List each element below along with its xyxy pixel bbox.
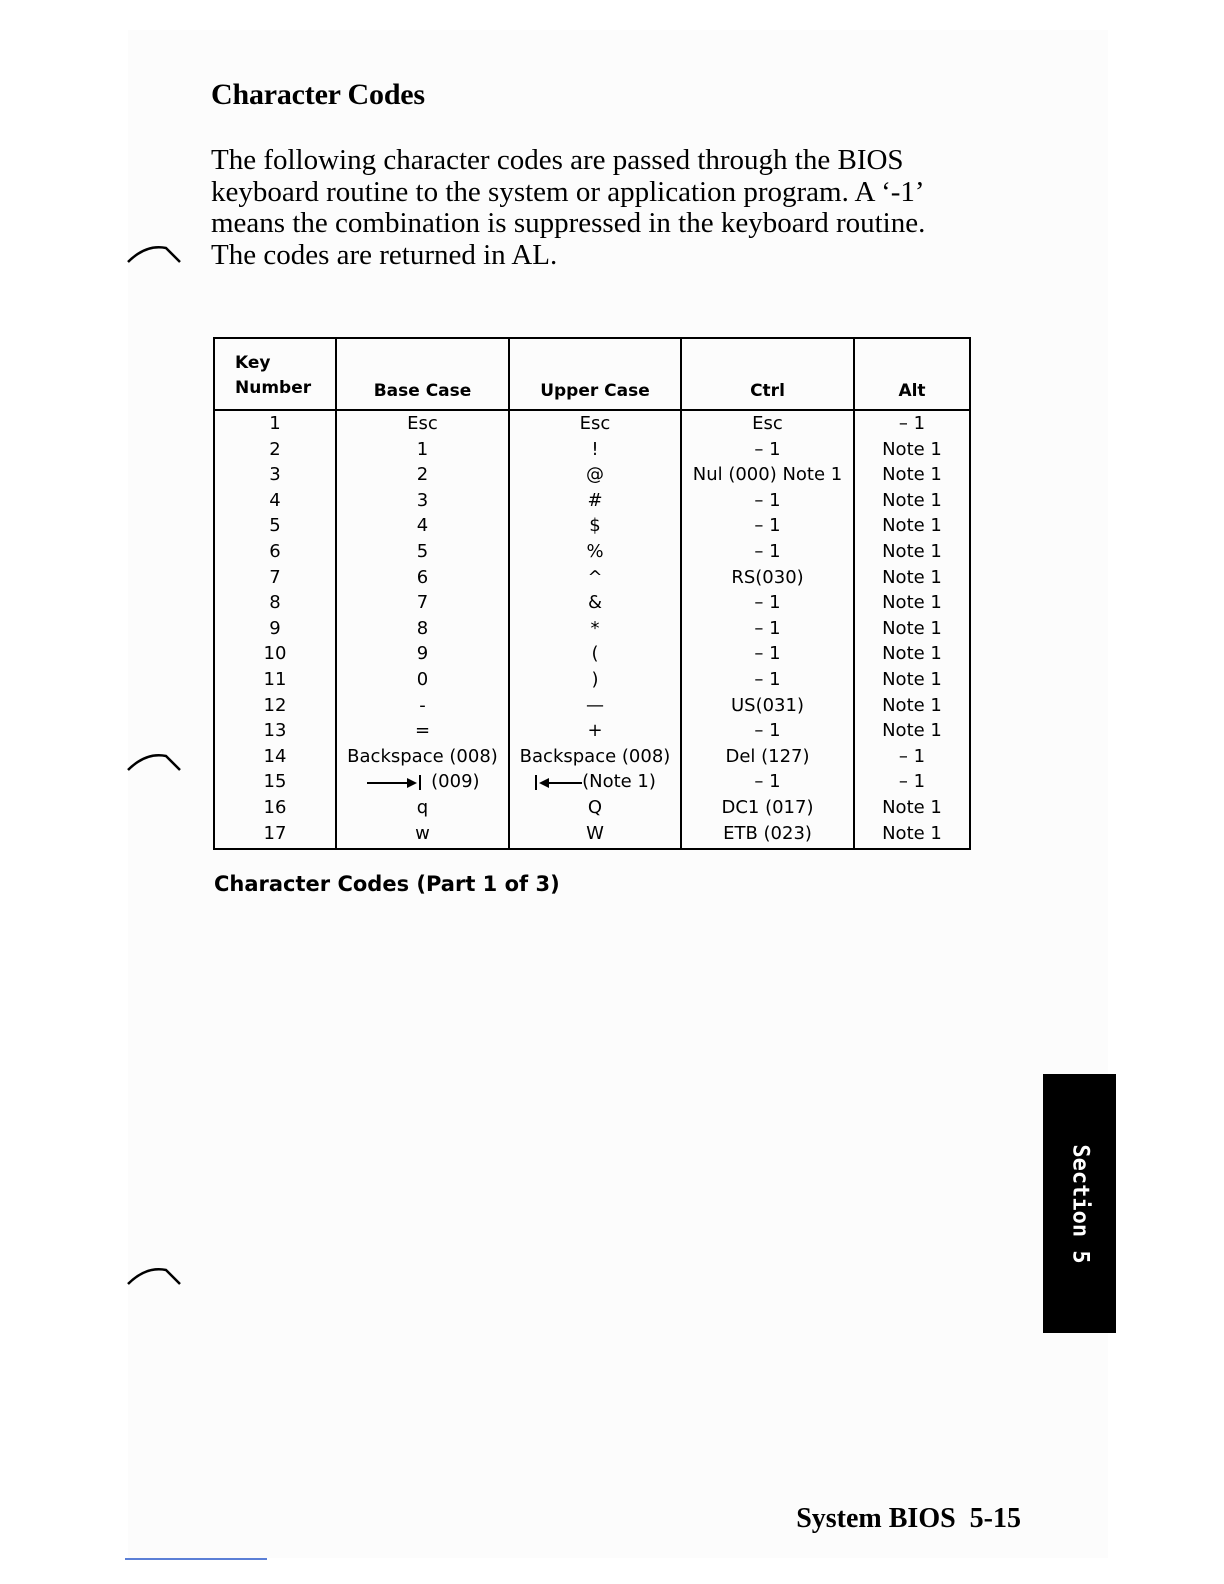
cell-alt: Note 1	[854, 488, 970, 514]
cell-alt: Note 1	[854, 590, 970, 616]
table-row	[214, 590, 970, 616]
cell-key: 9	[214, 616, 336, 642]
cell-upper: —	[509, 693, 681, 719]
cell-key: 6	[214, 539, 336, 565]
cell-alt: – 1	[854, 769, 970, 795]
cell-upper	[509, 769, 681, 795]
cell-key: 14	[214, 744, 336, 770]
cell-base: -	[336, 693, 509, 719]
cell-base: 1	[336, 437, 509, 463]
cell-upper: )	[509, 667, 681, 693]
binder-hole-mark	[126, 1266, 182, 1286]
intro-line: The following character codes are passed through the BIOS	[211, 144, 904, 176]
column-header-base-case: Base Case	[336, 338, 509, 410]
section-tab	[1043, 1074, 1116, 1333]
cell-ctrl: – 1	[681, 488, 854, 514]
cell-upper: @	[509, 462, 681, 488]
table-row	[214, 488, 970, 514]
cell-key: 12	[214, 693, 336, 719]
table-row	[214, 744, 970, 770]
cell-base	[336, 769, 509, 795]
cell-upper: %	[509, 539, 681, 565]
cell-alt: Note 1	[854, 539, 970, 565]
cell-key: 15	[214, 769, 336, 795]
cell-base: w	[336, 821, 509, 850]
table-row	[214, 565, 970, 591]
cell-alt: Note 1	[854, 821, 970, 850]
cell-base: 2	[336, 462, 509, 488]
cell-ctrl: – 1	[681, 513, 854, 539]
cell-alt: – 1	[854, 410, 970, 437]
cell-upper: $	[509, 513, 681, 539]
scan-underline-mark	[125, 1558, 267, 1560]
table-caption: Character Codes (Part 1 of 3)	[214, 872, 560, 896]
intro-line: The codes are returned in AL.	[211, 238, 558, 271]
column-header-upper-case: Upper Case	[509, 338, 681, 410]
table-row	[214, 437, 970, 463]
cell-base: =	[336, 718, 509, 744]
cell-ctrl: US(031)	[681, 693, 854, 719]
cell-key: 4	[214, 488, 336, 514]
cell-upper: +	[509, 718, 681, 744]
table-header-row	[214, 338, 970, 410]
footer-title: System BIOS	[796, 1503, 956, 1534]
cell-ctrl: – 1	[681, 641, 854, 667]
table-row	[214, 616, 970, 642]
back-tab-upper-note: (Note 1)	[582, 771, 656, 793]
cell-key: 11	[214, 667, 336, 693]
cell-key: 16	[214, 795, 336, 821]
cell-upper: Backspace (008)	[509, 744, 681, 770]
page-heading: Character Codes	[211, 78, 425, 111]
cell-upper: ^	[509, 565, 681, 591]
cell-ctrl: – 1	[681, 769, 854, 795]
table-row	[214, 539, 970, 565]
character-codes-table	[213, 337, 971, 850]
cell-alt: Note 1	[854, 718, 970, 744]
cell-ctrl: ETB (023)	[681, 821, 854, 850]
table-row	[214, 795, 970, 821]
cell-base: 8	[336, 616, 509, 642]
cell-alt: Note 1	[854, 693, 970, 719]
cell-base: 5	[336, 539, 509, 565]
cell-alt: Note 1	[854, 795, 970, 821]
cell-upper: !	[509, 437, 681, 463]
cell-ctrl: DC1 (017)	[681, 795, 854, 821]
tab-right-arrow-icon	[365, 774, 425, 790]
cell-alt: Note 1	[854, 565, 970, 591]
cell-base: Backspace (008)	[336, 744, 509, 770]
table-row	[214, 821, 970, 850]
back-tab-left-arrow-icon	[534, 774, 582, 790]
cell-alt: – 1	[854, 744, 970, 770]
header-key-line: Key	[235, 353, 271, 373]
cell-upper: *	[509, 616, 681, 642]
cell-upper: W	[509, 821, 681, 850]
cell-ctrl: RS(030)	[681, 565, 854, 591]
cell-key: 5	[214, 513, 336, 539]
table-row	[214, 513, 970, 539]
cell-ctrl: Esc	[681, 410, 854, 437]
cell-alt: Note 1	[854, 667, 970, 693]
cell-alt: Note 1	[854, 513, 970, 539]
cell-base: Esc	[336, 410, 509, 437]
cell-ctrl: Nul (000) Note 1	[681, 462, 854, 488]
cell-base: 3	[336, 488, 509, 514]
table-row	[214, 693, 970, 719]
cell-ctrl: – 1	[681, 437, 854, 463]
table-row	[214, 641, 970, 667]
tab-base-code: (009)	[431, 771, 480, 793]
cell-ctrl: – 1	[681, 590, 854, 616]
cell-base: 9	[336, 641, 509, 667]
column-header-alt: Alt	[854, 338, 970, 410]
cell-ctrl: – 1	[681, 718, 854, 744]
cell-upper: &	[509, 590, 681, 616]
binder-hole-mark	[126, 244, 182, 264]
cell-key: 10	[214, 641, 336, 667]
cell-alt: Note 1	[854, 641, 970, 667]
section-tab-label: Section 5	[1067, 1143, 1092, 1264]
cell-ctrl: Del (127)	[681, 744, 854, 770]
table-row	[214, 667, 970, 693]
cell-upper: (	[509, 641, 681, 667]
cell-key: 7	[214, 565, 336, 591]
page-footer	[796, 1503, 1021, 1535]
cell-upper: Q	[509, 795, 681, 821]
intro-line: means the combination is suppressed in the keyboard routine.	[211, 207, 926, 239]
cell-base: q	[336, 795, 509, 821]
cell-ctrl: – 1	[681, 539, 854, 565]
cell-key: 1	[214, 410, 336, 437]
cell-base: 7	[336, 590, 509, 616]
table-row	[214, 410, 970, 437]
cell-alt: Note 1	[854, 462, 970, 488]
column-header-key-number	[214, 338, 336, 410]
cell-alt: Note 1	[854, 437, 970, 463]
cell-base: 4	[336, 513, 509, 539]
cell-ctrl: – 1	[681, 616, 854, 642]
intro-line: keyboard routine to the system or application program. A ‘-1’	[211, 175, 925, 208]
cell-upper: #	[509, 488, 681, 514]
binder-hole-mark	[126, 752, 182, 772]
header-number-line: Number	[235, 378, 312, 398]
cell-key: 17	[214, 821, 336, 850]
cell-base: 0	[336, 667, 509, 693]
cell-key: 2	[214, 437, 336, 463]
cell-base: 6	[336, 565, 509, 591]
cell-key: 13	[214, 718, 336, 744]
column-header-ctrl: Ctrl	[681, 338, 854, 410]
table-row	[214, 462, 970, 488]
cell-upper: Esc	[509, 410, 681, 437]
cell-key: 3	[214, 462, 336, 488]
page-number: 5-15	[969, 1503, 1021, 1534]
cell-key: 8	[214, 590, 336, 616]
table-row	[214, 769, 970, 795]
intro-paragraph	[211, 145, 1001, 271]
cell-ctrl: – 1	[681, 667, 854, 693]
cell-alt: Note 1	[854, 616, 970, 642]
table-row	[214, 718, 970, 744]
